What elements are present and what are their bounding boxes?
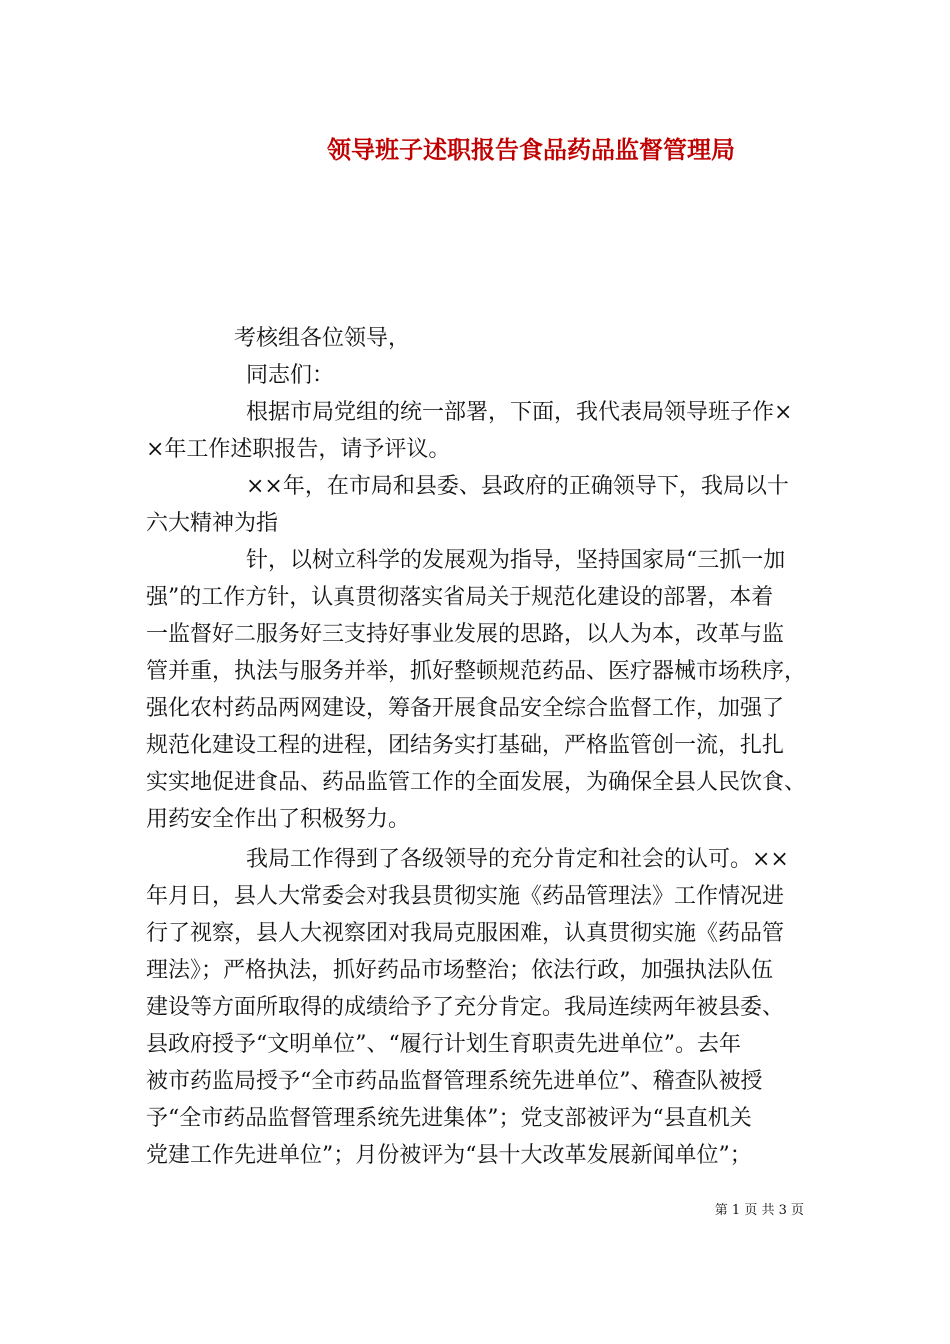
paragraph-salutation-1 [146,320,822,357]
text-line: 用药安全作出了积极努力。 [146,807,411,832]
text-line: 六大精神为指 [146,511,279,536]
text-line: 党建工作先进单位”；月份被评为“县十大改革发展新闻单位”； [146,1143,752,1168]
text-line: 考核组各位领导， [234,326,411,351]
text-line: 建设等方面所取得的成绩给予了充分肯定。我局连续两年被县委、 [146,995,785,1020]
text-line: 一监督好二服务好三支持好事业发展的思路，以人为本，改革与监 [146,622,785,647]
paragraph-achievements [146,841,822,1174]
page-title: 领导班子述职报告食品药品监督管理局 [327,135,735,164]
text-line: 强”的工作方针，认真贯彻落实省局关于规范化建设的部署，本着 [146,585,774,610]
text-line: ××年，在市局和县委、县政府的正确领导下，我局以十 [246,474,789,499]
paragraph-salutation-2 [146,357,822,394]
text-line: 行了视察，县人大视察团对我局克服困难，认真贯彻实施《药品管 [146,921,785,946]
paragraph-guideline [146,542,822,838]
page-number-footer: 第 1 页 共 3 页 [714,1203,804,1218]
text-line: 予“全市药品监督管理系统先进集体”；党支部被评为“县直机关 [146,1106,752,1131]
text-line: 规范化建设工程的进程，团结务实打基础，严格监管创一流，扎扎 [146,733,785,758]
text-line: ×年工作述职报告，请予评议。 [146,437,451,462]
text-line: 我局工作得到了各级领导的充分肯定和社会的认可。×× [246,847,789,872]
text-line: 强化农村药品两网建设，筹备开展食品安全综合监督工作，加强了 [146,696,785,721]
text-line: 理法》；严格执法，抓好药品市场整治；依法行政，加强执法队伍 [146,958,774,983]
text-line: 被市药监局授予“全市药品监督管理系统先进单位”、稽查队被授 [146,1069,763,1094]
text-line: 针，以树立科学的发展观为指导，坚持国家局“三抓一加 [246,548,786,573]
text-line: 年月日，县人大常委会对我县贯彻实施《药品管理法》工作情况进 [146,884,785,909]
text-line: 管并重，执法与服务并举，抓好整顿规范药品、医疗器械市场秩序， [146,659,807,684]
text-line: 县政府授予“文明单位”、“履行计划生育职责先进单位”。去年 [146,1032,741,1057]
text-line: 根据市局党组的统一部署，下面，我代表局领导班子作× [246,400,793,425]
text-line: 同志们： [246,363,335,388]
document-body [146,320,822,1174]
text-line: 实实地促进食品、药品监管工作的全面发展，为确保全县人民饮食、 [146,770,807,795]
paragraph-overview [146,468,822,542]
paragraph-intro [146,394,822,468]
